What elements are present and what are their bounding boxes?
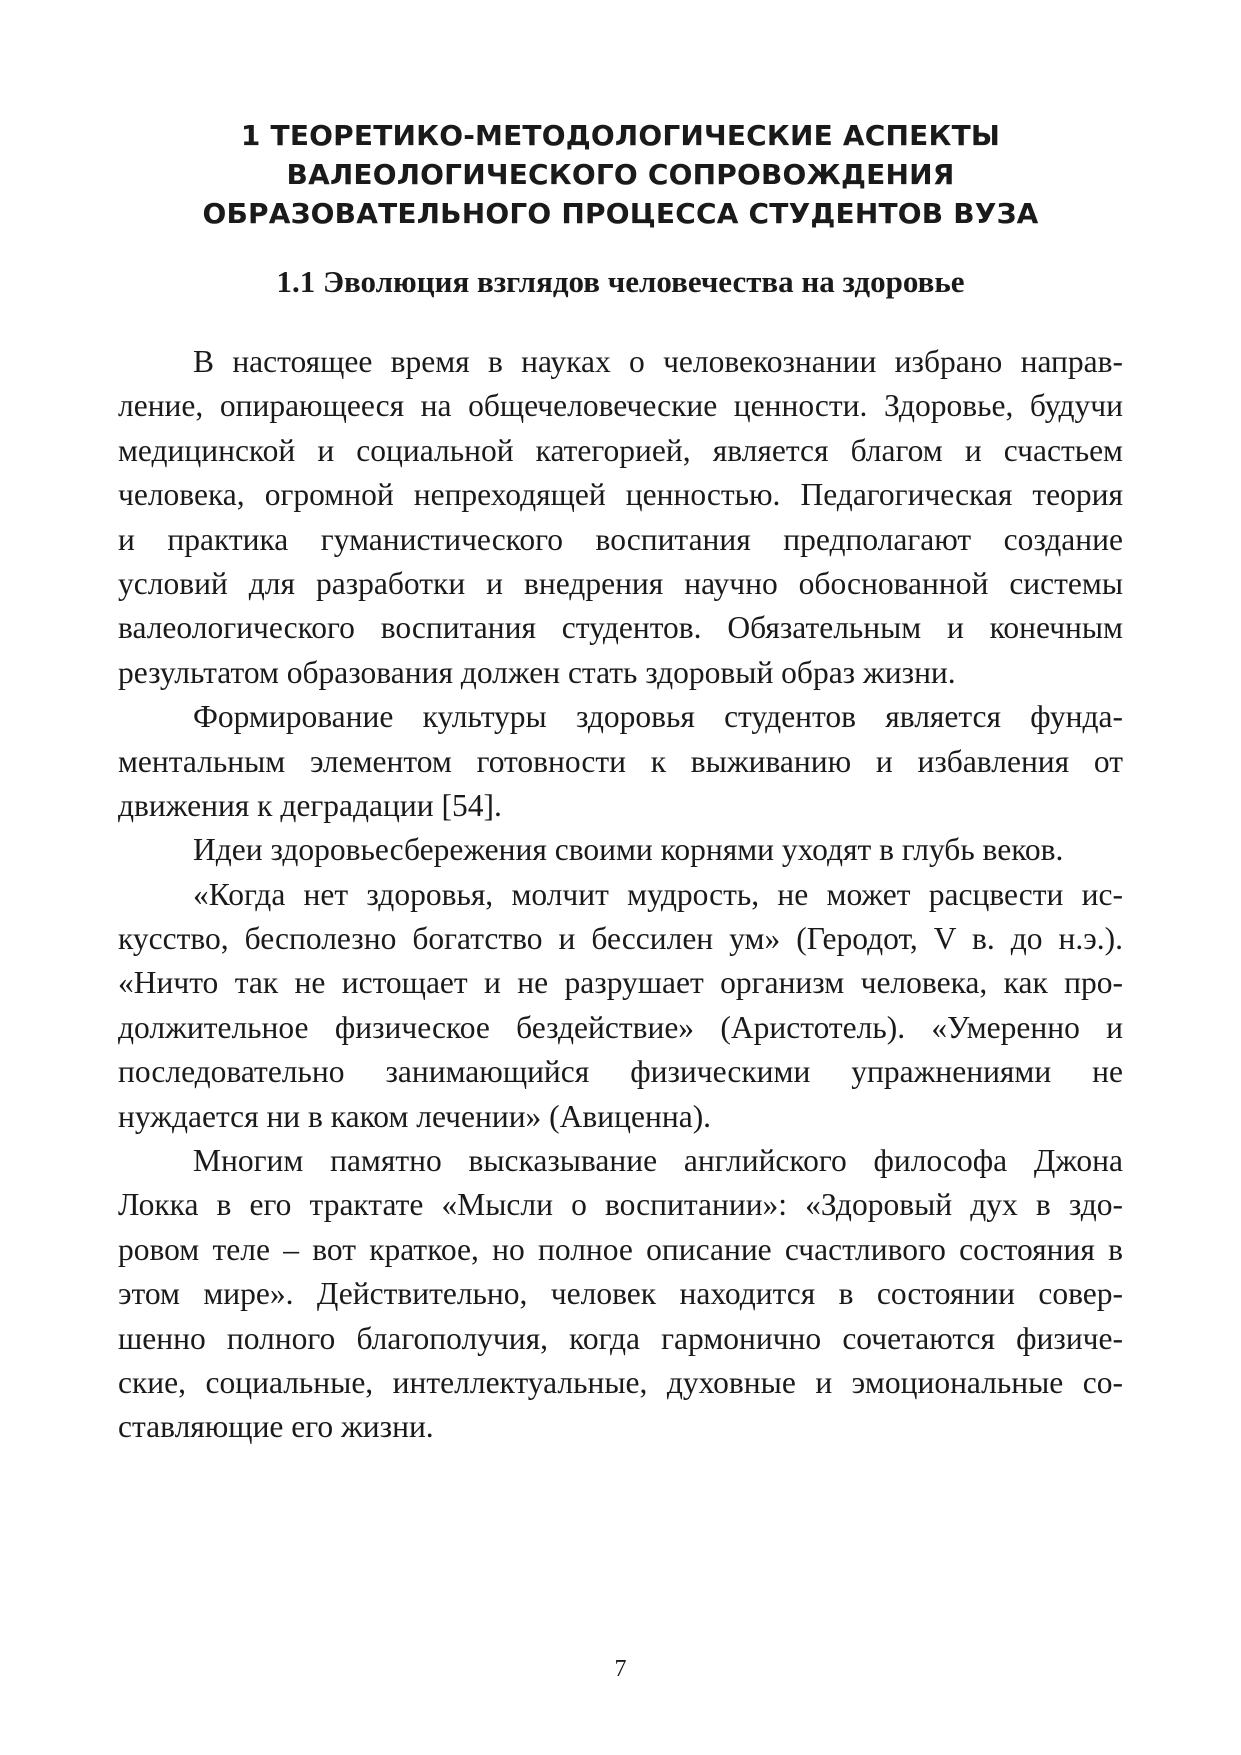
text-line: должительное физическое бездействие» (Аристотель). «Умеренно и [118,1009,1123,1045]
text-line: Многим памятно высказывание английского философа Джона [193,1143,1123,1179]
text-line: В настоящее время в науках о человекознании избрано направ- [193,344,1123,379]
document-page [118,0,1123,1755]
text-line: движения к деградации [54]. [118,787,502,823]
chapter-title [118,116,1123,233]
text-line: ление, опирающееся на общечеловеческие ценности. Здоровье, будучи [118,388,1123,424]
text-line: ские, социальные, интеллектуальные, духовные и эмоциональные со- [118,1364,1123,1400]
page-number: 7 [614,1656,627,1682]
text-line: Идеи здоровьесбережения своими корнями уходят в глубь веков. [193,832,1064,868]
text-line: нуждается ни в каком лечении» (Авиценна). [118,1098,712,1134]
text-line: и практика гуманистического воспитания предполагают создание [118,521,1123,557]
chapter-title-line: 1 ТЕОРЕТИКО-МЕТОДОЛОГИЧЕСКИЕ АСПЕКТЫ [240,119,1001,152]
text-line: «Когда нет здоровья, молчит мудрость, не может расцвести ис- [193,876,1123,912]
text-line: «Ничто так не истощает и не разрушает организм человека, как про- [118,965,1123,1001]
chapter-title-line: ВАЛЕОЛОГИЧЕСКОГО СОПРОВОЖДЕНИЯ [286,158,955,191]
text-line: кусство, бесполезно богатство и бессилен ум» (Геродот, V в. до н.э.). [118,921,1123,957]
text-line: Локка в его трактате «Мысли о воспитании»: «Здоровый дух в здо- [118,1187,1123,1223]
body-text [118,340,1123,1450]
text-line: ментальным элементом готовности к выживанию и избавления от [118,743,1123,779]
text-line: ровом теле – вот краткое, но полное описание счастливого состояния в [118,1231,1123,1267]
text-line: валеологического воспитания студентов. Обязательным и конечным [118,610,1123,646]
text-line: Формирование культуры здоровья студентов является фунда- [193,699,1123,735]
text-line: последовательно занимающийся физическими упражнениями не [118,1054,1123,1090]
text-line: медицинской и социальной категорией, является благом и счастьем [118,432,1123,468]
text-line: шенно полного благополучия, когда гармонично сочетаются физиче- [118,1320,1123,1356]
text-line: человека, огромной непреходящей ценностью. Педагогическая теория [118,477,1123,513]
text-line: условий для разработки и внедрения научно обоснованной системы [118,565,1123,601]
text-line: результатом образования должен стать здоровый образ жизни. [118,654,956,690]
chapter-title-line: ОБРАЗОВАТЕЛЬНОГО ПРОЦЕССА СТУДЕНТОВ ВУЗА [202,197,1039,230]
text-line: этом мире». Действительно, человек находится в состоянии совер- [118,1276,1123,1312]
text-line: ставляющие его жизни. [118,1409,434,1445]
section-title: 1.1 Эволюция взглядов человечества на здоровье [276,264,965,299]
